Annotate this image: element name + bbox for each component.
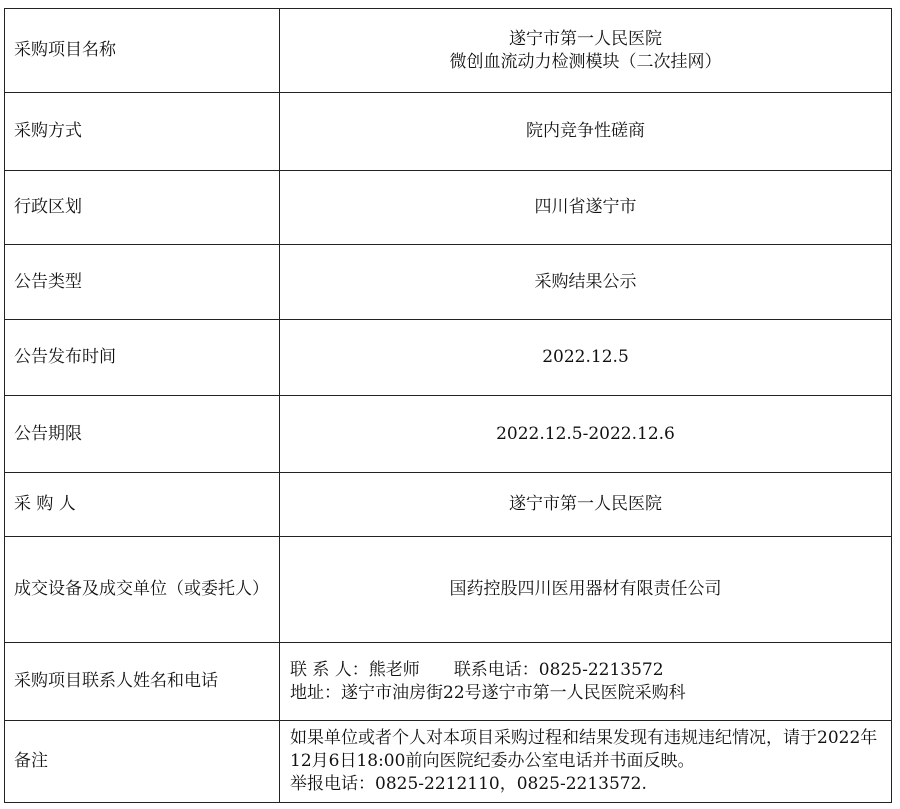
contact-label: 采购项目联系人姓名和电话 — [5, 643, 280, 721]
remarks-value — [280, 721, 892, 803]
row-remarks — [5, 721, 892, 803]
row-winner — [5, 537, 892, 643]
row-publish-time — [5, 320, 892, 396]
row-project-name — [5, 9, 892, 93]
remarks-hotline: 举报电话：0825-2212110，0825-2213572. — [290, 774, 647, 794]
purchaser-label: 采 购 人 — [5, 473, 280, 537]
procurement-info-table — [4, 8, 892, 803]
winner-label: 成交设备及成交单位（或委托人） — [5, 537, 280, 643]
period-label: 公告期限 — [5, 396, 280, 473]
method-value: 院内竞争性磋商 — [280, 93, 892, 171]
project-name-value — [280, 9, 892, 93]
contact-line-1 — [290, 659, 885, 682]
remarks-text: 如果单位或者个人对本项目采购过程和结果发现有违规违纪情况，请于2022年12月6日18:00前向医院纪委办公室电话并书面反映。 — [290, 728, 878, 771]
type-value: 采购结果公示 — [280, 245, 892, 320]
contact-address: 地址：遂宁市油房街22号遂宁市第一人民医院采购科 — [290, 682, 686, 703]
contact-value — [280, 643, 892, 721]
project-name-line-1: 遂宁市第一人民医院 — [509, 28, 662, 49]
row-purchaser — [5, 473, 892, 537]
contact-person: 联 系 人：熊老师 — [290, 659, 420, 680]
type-label: 公告类型 — [5, 245, 280, 320]
purchaser-value: 遂宁市第一人民医院 — [280, 473, 892, 537]
publish-time-label: 公告发布时间 — [5, 320, 280, 396]
winner-value: 国药控股四川医用器材有限责任公司 — [280, 537, 892, 643]
remarks-label: 备注 — [5, 721, 280, 803]
row-type — [5, 245, 892, 320]
contact-phone: 联系电话：0825-2213572 — [453, 659, 664, 680]
method-label: 采购方式 — [5, 93, 280, 171]
row-contact — [5, 643, 892, 721]
row-method — [5, 93, 892, 171]
project-name-label: 采购项目名称 — [5, 9, 280, 93]
period-value: 2022.12.5-2022.12.6 — [280, 396, 892, 473]
row-region — [5, 171, 892, 245]
region-label: 行政区划 — [5, 171, 280, 245]
row-period — [5, 396, 892, 473]
region-value: 四川省遂宁市 — [280, 171, 892, 245]
publish-time-value: 2022.12.5 — [280, 320, 892, 396]
project-name-line-2: 微创血流动力检测模块（二次挂网） — [449, 51, 722, 72]
